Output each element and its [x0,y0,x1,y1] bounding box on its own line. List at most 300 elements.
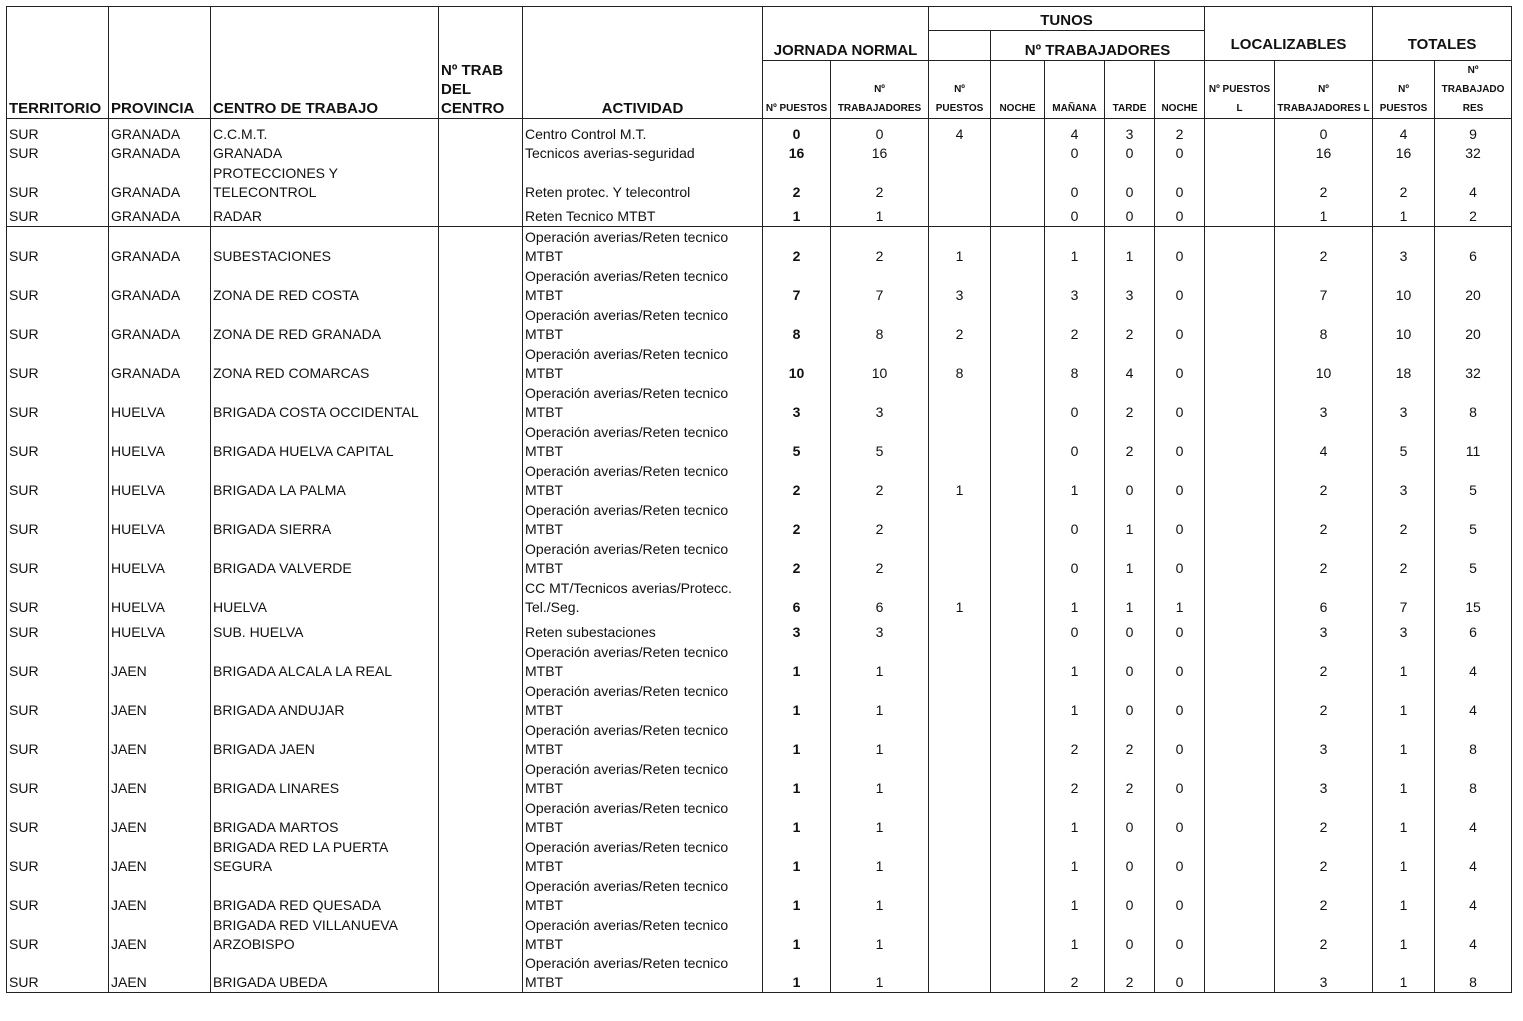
actividad-cell: Operación averias/Reten tecnico MTBT [523,681,763,720]
t-puestos-cell [929,422,991,461]
t-noche2-cell: 0 [1155,227,1205,266]
tot-puestos-cell: 1 [1373,720,1435,759]
tot-trabajadores-cell: 20 [1435,266,1512,305]
centro-cell: BRIGADA LA PALMA [211,461,439,500]
ntrab-cell [439,539,523,578]
t-noche2-cell: 0 [1155,720,1205,759]
jn-puestos-cell: 1 [763,202,831,227]
provincia-cell: GRANADA [109,305,211,344]
tot-puestos-cell: 1 [1373,798,1435,837]
actividad-cell: Operación averias/Reten tecnico MTBT [523,798,763,837]
ntrab-cell [439,202,523,227]
actividad-cell: Operación averias/Reten tecnico MTBT [523,915,763,954]
tot-trabajadores-cell: 6 [1435,227,1512,266]
tot-puestos-cell: 3 [1373,383,1435,422]
tot-trabajadores-cell: 4 [1435,163,1512,202]
centro-cell: SUB. HUELVA [211,617,439,642]
actividad-cell: Centro Control M.T. [523,119,763,144]
t-noche2-cell: 0 [1155,798,1205,837]
table-row [7,837,1512,876]
t-noche1-cell [991,119,1045,144]
jn-puestos-cell: 1 [763,720,831,759]
ntrab-cell [439,163,523,202]
t-puestos-cell [929,144,991,163]
jn-puestos-cell: 2 [763,227,831,266]
jn-trabajadores-cell: 1 [831,798,929,837]
tot-puestos-cell: 5 [1373,422,1435,461]
t-noche2-cell: 0 [1155,759,1205,798]
t-puestos-cell: 2 [929,305,991,344]
ntrab-cell [439,500,523,539]
t-noche1-cell [991,876,1045,915]
l-puestos-cell [1205,461,1275,500]
jn-trabajadores-cell: 3 [831,383,929,422]
actividad-cell: Operación averias/Reten tecnico MTBT [523,759,763,798]
provincia-cell: GRANADA [109,163,211,202]
tot-trabajadores-cell: 20 [1435,305,1512,344]
t-tarde-cell: 0 [1105,163,1155,202]
header-tot-puestos: Nº PUESTOS [1373,61,1435,119]
l-puestos-cell [1205,798,1275,837]
l-trabajadores-cell: 2 [1275,227,1373,266]
actividad-cell: Reten protec. Y telecontrol [523,163,763,202]
t-tarde-cell: 2 [1105,422,1155,461]
table-row [7,500,1512,539]
jn-puestos-cell: 10 [763,344,831,383]
tot-trabajadores-cell: 8 [1435,759,1512,798]
t-manana-cell: 2 [1045,759,1105,798]
t-noche1-cell [991,681,1045,720]
header-n-trabajadores: Nº TRABAJADORES [991,31,1205,61]
t-tarde-cell: 0 [1105,642,1155,681]
t-tarde-cell: 1 [1105,578,1155,617]
table-row [7,915,1512,954]
t-noche2-cell: 0 [1155,539,1205,578]
table-row [7,422,1512,461]
jn-puestos-cell: 1 [763,798,831,837]
t-puestos-cell [929,163,991,202]
t-noche1-cell [991,202,1045,227]
t-manana-cell: 1 [1045,681,1105,720]
tot-puestos-cell: 16 [1373,144,1435,163]
t-noche2-cell: 0 [1155,837,1205,876]
jn-puestos-cell: 0 [763,119,831,144]
l-trabajadores-cell: 3 [1275,720,1373,759]
centro-cell: GRANADA [211,144,439,163]
tot-puestos-cell: 10 [1373,266,1435,305]
ntrab-cell [439,720,523,759]
l-trabajadores-cell: 3 [1275,954,1373,993]
ntrab-cell [439,915,523,954]
t-noche2-cell: 0 [1155,461,1205,500]
t-tarde-cell: 0 [1105,876,1155,915]
provincia-cell: JAEN [109,681,211,720]
l-trabajadores-cell: 0 [1275,119,1373,144]
jn-puestos-cell: 2 [763,500,831,539]
t-noche2-cell: 0 [1155,266,1205,305]
l-trabajadores-cell: 2 [1275,500,1373,539]
jn-trabajadores-cell: 1 [831,720,929,759]
table-row [7,578,1512,617]
ntrab-cell [439,681,523,720]
t-manana-cell: 0 [1045,500,1105,539]
territorio-cell: SUR [7,617,109,642]
header-jornada-normal: JORNADA NORMAL [763,7,929,61]
l-trabajadores-cell: 8 [1275,305,1373,344]
t-tarde-cell: 0 [1105,202,1155,227]
table-row [7,144,1512,163]
provincia-cell: GRANADA [109,202,211,227]
ntrab-cell [439,266,523,305]
l-trabajadores-cell: 6 [1275,578,1373,617]
tot-puestos-cell: 1 [1373,876,1435,915]
territorio-cell: SUR [7,163,109,202]
l-trabajadores-cell: 2 [1275,837,1373,876]
header-provincia: PROVINCIA [109,7,211,119]
t-noche1-cell [991,461,1045,500]
ntrab-cell [439,305,523,344]
t-manana-cell: 4 [1045,119,1105,144]
jn-trabajadores-cell: 16 [831,144,929,163]
table-row [7,798,1512,837]
t-manana-cell: 1 [1045,227,1105,266]
t-noche2-cell: 0 [1155,344,1205,383]
centro-cell: BRIGADA ALCALA LA REAL [211,642,439,681]
territorio-cell: SUR [7,422,109,461]
table-row [7,539,1512,578]
l-puestos-cell [1205,954,1275,993]
actividad-cell: Operación averias/Reten tecnico MTBT [523,383,763,422]
header-ntrab: Nº TRAB DEL CENTRO [439,7,523,119]
l-trabajadores-cell: 10 [1275,344,1373,383]
centro-cell: BRIGADA JAEN [211,720,439,759]
table-row [7,163,1512,202]
provincia-cell: GRANADA [109,344,211,383]
actividad-cell: Operación averias/Reten tecnico MTBT [523,720,763,759]
t-noche1-cell [991,144,1045,163]
t-noche2-cell: 0 [1155,617,1205,642]
ntrab-cell [439,119,523,144]
t-noche2-cell: 0 [1155,422,1205,461]
territorio-cell: SUR [7,954,109,993]
t-noche1-cell [991,642,1045,681]
l-puestos-cell [1205,720,1275,759]
tot-trabajadores-cell: 8 [1435,383,1512,422]
l-trabajadores-cell: 2 [1275,642,1373,681]
actividad-cell: Reten subestaciones [523,617,763,642]
tot-puestos-cell: 1 [1373,915,1435,954]
t-noche2-cell: 0 [1155,681,1205,720]
provincia-cell: GRANADA [109,119,211,144]
l-trabajadores-cell: 16 [1275,144,1373,163]
territorio-cell: SUR [7,202,109,227]
header-jn-puestos: Nº PUESTOS [763,61,831,119]
t-tarde-cell: 2 [1105,759,1155,798]
jn-trabajadores-cell: 1 [831,876,929,915]
t-manana-cell: 0 [1045,539,1105,578]
jn-trabajadores-cell: 0 [831,119,929,144]
centro-cell: ZONA DE RED COSTA [211,266,439,305]
t-tarde-cell: 3 [1105,119,1155,144]
actividad-cell: Operación averias/Reten tecnico MTBT [523,344,763,383]
ntrab-cell [439,798,523,837]
l-trabajadores-cell: 2 [1275,539,1373,578]
t-manana-cell: 2 [1045,720,1105,759]
provincia-cell: HUELVA [109,578,211,617]
ntrab-cell [439,642,523,681]
tot-puestos-cell: 3 [1373,617,1435,642]
t-noche1-cell [991,759,1045,798]
t-noche2-cell: 2 [1155,119,1205,144]
t-tarde-cell: 0 [1105,837,1155,876]
tot-trabajadores-cell: 4 [1435,681,1512,720]
t-noche2-cell: 0 [1155,500,1205,539]
jn-trabajadores-cell: 2 [831,461,929,500]
jn-puestos-cell: 1 [763,642,831,681]
jn-puestos-cell: 5 [763,422,831,461]
t-puestos-cell [929,681,991,720]
t-puestos-cell [929,915,991,954]
t-noche1-cell [991,539,1045,578]
tot-puestos-cell: 2 [1373,500,1435,539]
header-t-noche-1: NOCHE [991,61,1045,119]
provincia-cell: HUELVA [109,500,211,539]
jn-trabajadores-cell: 1 [831,915,929,954]
tot-trabajadores-cell: 9 [1435,119,1512,144]
jn-puestos-cell: 16 [763,144,831,163]
t-puestos-cell [929,759,991,798]
table-header [7,7,1512,119]
table-row [7,681,1512,720]
tot-trabajadores-cell: 4 [1435,642,1512,681]
table-row [7,383,1512,422]
territorio-cell: SUR [7,344,109,383]
actividad-cell: Operación averias/Reten tecnico MTBT [523,837,763,876]
l-trabajadores-cell: 1 [1275,202,1373,227]
tot-puestos-cell: 4 [1373,119,1435,144]
tot-puestos-cell: 18 [1373,344,1435,383]
territorio-cell: SUR [7,539,109,578]
l-trabajadores-cell: 3 [1275,383,1373,422]
l-puestos-cell [1205,617,1275,642]
t-manana-cell: 0 [1045,422,1105,461]
t-tarde-cell: 0 [1105,144,1155,163]
provincia-cell: JAEN [109,954,211,993]
l-trabajadores-cell: 3 [1275,617,1373,642]
t-puestos-cell: 4 [929,119,991,144]
t-noche1-cell [991,915,1045,954]
t-tarde-cell: 0 [1105,461,1155,500]
table-row [7,266,1512,305]
provincia-cell: JAEN [109,837,211,876]
ntrab-cell [439,578,523,617]
t-noche1-cell [991,163,1045,202]
ntrab-cell [439,344,523,383]
header-localizables: LOCALIZABLES [1205,7,1373,61]
actividad-cell: Operación averias/Reten tecnico MTBT [523,876,763,915]
tot-trabajadores-cell: 4 [1435,798,1512,837]
l-trabajadores-cell: 7 [1275,266,1373,305]
t-manana-cell: 0 [1045,383,1105,422]
ntrab-cell [439,876,523,915]
jn-puestos-cell: 3 [763,617,831,642]
t-noche1-cell [991,617,1045,642]
jn-trabajadores-cell: 2 [831,227,929,266]
jn-trabajadores-cell: 10 [831,344,929,383]
table-row [7,954,1512,993]
t-noche2-cell: 1 [1155,578,1205,617]
t-puestos-cell [929,202,991,227]
provincia-cell: JAEN [109,876,211,915]
t-tarde-cell: 0 [1105,798,1155,837]
actividad-cell: Operación averias/Reten tecnico MTBT [523,305,763,344]
header-t-tarde: TARDE [1105,61,1155,119]
header-t-puestos: Nº PUESTOS [929,61,991,119]
t-noche1-cell [991,798,1045,837]
territorio-cell: SUR [7,144,109,163]
ntrab-cell [439,461,523,500]
tot-puestos-cell: 3 [1373,227,1435,266]
table-row [7,344,1512,383]
territorio-cell: SUR [7,500,109,539]
t-manana-cell: 3 [1045,266,1105,305]
centro-cell: ZONA DE RED GRANADA [211,305,439,344]
t-manana-cell: 0 [1045,163,1105,202]
t-puestos-cell [929,383,991,422]
actividad-cell: Operación averias/Reten tecnico MTBT [523,422,763,461]
t-puestos-cell [929,539,991,578]
ntrab-cell [439,227,523,266]
t-noche1-cell [991,266,1045,305]
provincia-cell: JAEN [109,759,211,798]
table-row [7,617,1512,642]
l-puestos-cell [1205,344,1275,383]
t-noche1-cell [991,383,1045,422]
territorio-cell: SUR [7,461,109,500]
t-tarde-cell: 0 [1105,915,1155,954]
territorio-cell: SUR [7,681,109,720]
t-puestos-cell: 8 [929,344,991,383]
t-manana-cell: 1 [1045,798,1105,837]
ntrab-cell [439,144,523,163]
tot-trabajadores-cell: 5 [1435,500,1512,539]
centro-cell: BRIGADA RED VILLANUEVA ARZOBISPO [211,915,439,954]
table-row [7,119,1512,144]
provincia-cell: HUELVA [109,383,211,422]
jn-trabajadores-cell: 1 [831,202,929,227]
header-t-manana: MAÑANA [1045,61,1105,119]
t-manana-cell: 0 [1045,144,1105,163]
centro-cell: BRIGADA RED LA PUERTA SEGURA [211,837,439,876]
actividad-cell: Operación averias/Reten tecnico MTBT [523,266,763,305]
jn-puestos-cell: 1 [763,876,831,915]
territorio-cell: SUR [7,305,109,344]
l-puestos-cell [1205,578,1275,617]
tot-trabajadores-cell: 5 [1435,539,1512,578]
jn-puestos-cell: 3 [763,383,831,422]
actividad-cell: Operación averias/Reten tecnico MTBT [523,539,763,578]
t-manana-cell: 8 [1045,344,1105,383]
tot-trabajadores-cell: 4 [1435,876,1512,915]
l-puestos-cell [1205,837,1275,876]
jn-trabajadores-cell: 1 [831,954,929,993]
jn-trabajadores-cell: 5 [831,422,929,461]
t-puestos-cell: 3 [929,266,991,305]
t-manana-cell: 1 [1045,461,1105,500]
header-t-noche-2: NOCHE [1155,61,1205,119]
jn-trabajadores-cell: 1 [831,681,929,720]
centro-cell: SUBESTACIONES [211,227,439,266]
tot-trabajadores-cell: 6 [1435,617,1512,642]
territorio-cell: SUR [7,759,109,798]
l-trabajadores-cell: 2 [1275,681,1373,720]
t-puestos-cell [929,876,991,915]
table-row [7,227,1512,266]
t-manana-cell: 1 [1045,578,1105,617]
tot-puestos-cell: 2 [1373,539,1435,578]
l-puestos-cell [1205,163,1275,202]
t-manana-cell: 0 [1045,202,1105,227]
header-actividad: ACTIVIDAD [523,7,763,119]
t-manana-cell: 1 [1045,915,1105,954]
l-puestos-cell [1205,202,1275,227]
centro-cell: BRIGADA SIERRA [211,500,439,539]
tot-puestos-cell: 2 [1373,163,1435,202]
t-tarde-cell: 3 [1105,266,1155,305]
jn-puestos-cell: 1 [763,681,831,720]
tot-trabajadores-cell: 4 [1435,837,1512,876]
centro-cell: RADAR [211,202,439,227]
jn-puestos-cell: 1 [763,915,831,954]
staffing-table [6,6,1512,993]
t-noche1-cell [991,344,1045,383]
territorio-cell: SUR [7,798,109,837]
header-tot-trabajadores: Nº TRABAJADO RES [1435,61,1512,119]
t-tarde-cell: 0 [1105,617,1155,642]
tot-puestos-cell: 1 [1373,837,1435,876]
centro-cell: BRIGADA ANDUJAR [211,681,439,720]
actividad-cell: CC MT/Tecnicos averias/Protecc. Tel./Seg. [523,578,763,617]
provincia-cell: JAEN [109,642,211,681]
actividad-cell: Tecnicos averias-seguridad [523,144,763,163]
t-tarde-cell: 2 [1105,720,1155,759]
jn-trabajadores-cell: 6 [831,578,929,617]
t-noche2-cell: 0 [1155,954,1205,993]
t-manana-cell: 1 [1045,642,1105,681]
actividad-cell: Operación averias/Reten tecnico MTBT [523,227,763,266]
l-puestos-cell [1205,681,1275,720]
territorio-cell: SUR [7,119,109,144]
centro-cell: BRIGADA LINARES [211,759,439,798]
actividad-cell: Reten Tecnico MTBT [523,202,763,227]
l-puestos-cell [1205,759,1275,798]
t-manana-cell: 1 [1045,876,1105,915]
table-row [7,202,1512,227]
t-tarde-cell: 4 [1105,344,1155,383]
l-trabajadores-cell: 2 [1275,915,1373,954]
t-tarde-cell: 2 [1105,954,1155,993]
t-tarde-cell: 0 [1105,681,1155,720]
tot-trabajadores-cell: 8 [1435,954,1512,993]
t-puestos-cell [929,837,991,876]
t-noche2-cell: 0 [1155,915,1205,954]
ntrab-cell [439,759,523,798]
provincia-cell: JAEN [109,720,211,759]
territorio-cell: SUR [7,642,109,681]
ntrab-cell [439,617,523,642]
jn-trabajadores-cell: 1 [831,759,929,798]
centro-cell: HUELVA [211,578,439,617]
